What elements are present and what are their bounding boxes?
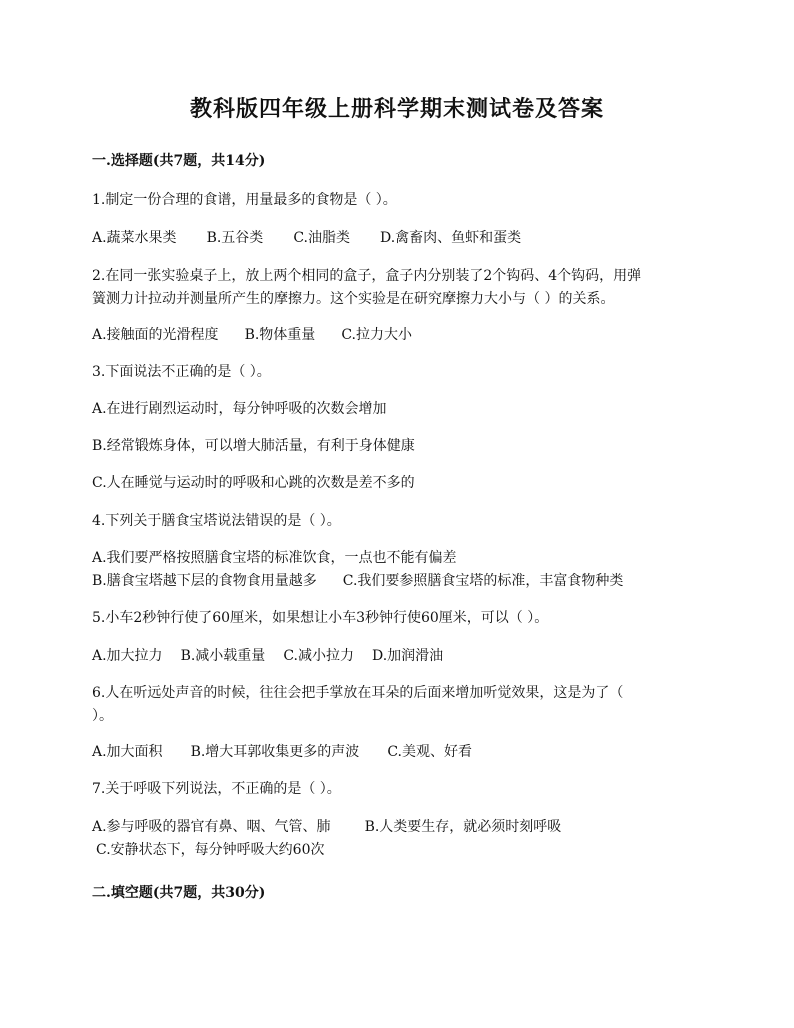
question-4: 4.下列关于膳食宝塔说法错误的是（ ）。 [92, 513, 341, 529]
option: B.人类要生存，就必须时刻呼吸 [364, 819, 562, 835]
question-3-option-b: B.经常锻炼身体，可以增大肺活量，有利于身体健康 [92, 438, 415, 454]
question-2-options [92, 323, 712, 347]
option: A.接触面的光滑程度 [92, 327, 219, 343]
question-7: 7.关于呼吸下列说法，不正确的是（ ）。 [92, 781, 341, 797]
question-1: 1.制定一份合理的食谱，用量最多的食物是（ ）。 [92, 192, 397, 208]
question-2-line-2: 簧测力计拉动并测量所产生的摩擦力。这个实验是在研究摩擦力大小与（ ）的关系。 [92, 291, 615, 307]
question-5: 5.小车2秒钟行使了60厘米，如果想让小车3秒钟行使60厘米，可以（ ）。 [92, 610, 549, 626]
question-4-option-a: A.我们要严格按照膳食宝塔的标准饮食，一点也不能有偏差 [92, 550, 457, 566]
question-3-option-c: C.人在睡觉与运动时的呼吸和心跳的次数是差不多的 [92, 475, 415, 491]
option: A.蔬菜水果类 [92, 230, 177, 246]
option: D.禽畜肉、鱼虾和蛋类 [379, 230, 522, 246]
section-heading-choice: 一.选择题(共7题，共14分) [92, 153, 266, 169]
section-heading-fill: 二.填空题(共7题，共30分) [92, 885, 266, 901]
option: B.物体重量 [244, 327, 316, 343]
question-7-options-ab [92, 815, 712, 839]
option: C.拉力大小 [341, 327, 412, 343]
option: D.加润滑油 [371, 648, 444, 664]
option: B.减小载重量 [180, 648, 266, 664]
question-7-option-c: C.安静状态下，每分钟呼吸大约60次 [96, 842, 325, 858]
question-3-option-a: A.在进行剧烈运动时，每分钟呼吸的次数会增加 [92, 401, 387, 417]
question-1-options [92, 226, 712, 250]
question-2-line-1: 2.在同一张实验桌子上，放上两个相同的盒子，盒子内分别装了2个钩码、4个钩码，用弹 [92, 268, 642, 284]
option: C.美观、好看 [387, 744, 472, 760]
question-6-options [92, 740, 712, 764]
option: A.加大面积 [92, 744, 163, 760]
option: C.我们要参照膳食宝塔的标准，丰富食物种类 [342, 573, 624, 589]
question-6-line-1: 6.人在听远处声音的时候，往往会把手掌放在耳朵的后面来增加听觉效果，这是为了（ [92, 685, 624, 701]
option: B.膳食宝塔越下层的食物食用量越多 [92, 573, 317, 589]
option: A.加大拉力 [92, 648, 163, 664]
option: B.增大耳郭收集更多的声波 [190, 744, 360, 760]
option: C.减小拉力 [283, 648, 354, 664]
option: A.参与呼吸的器官有鼻、咽、气管、肺 [92, 819, 331, 835]
option: B.五谷类 [206, 230, 264, 246]
question-5-options [92, 644, 712, 668]
page-title: 教科版四年级上册科学期末测试卷及答案 [189, 96, 604, 122]
question-6-line-2: ）。 [92, 708, 113, 724]
option: C.油脂类 [293, 230, 350, 246]
question-4-options-bc [92, 569, 712, 593]
question-3: 3.下面说法不正确的是（ ）。 [92, 364, 271, 380]
